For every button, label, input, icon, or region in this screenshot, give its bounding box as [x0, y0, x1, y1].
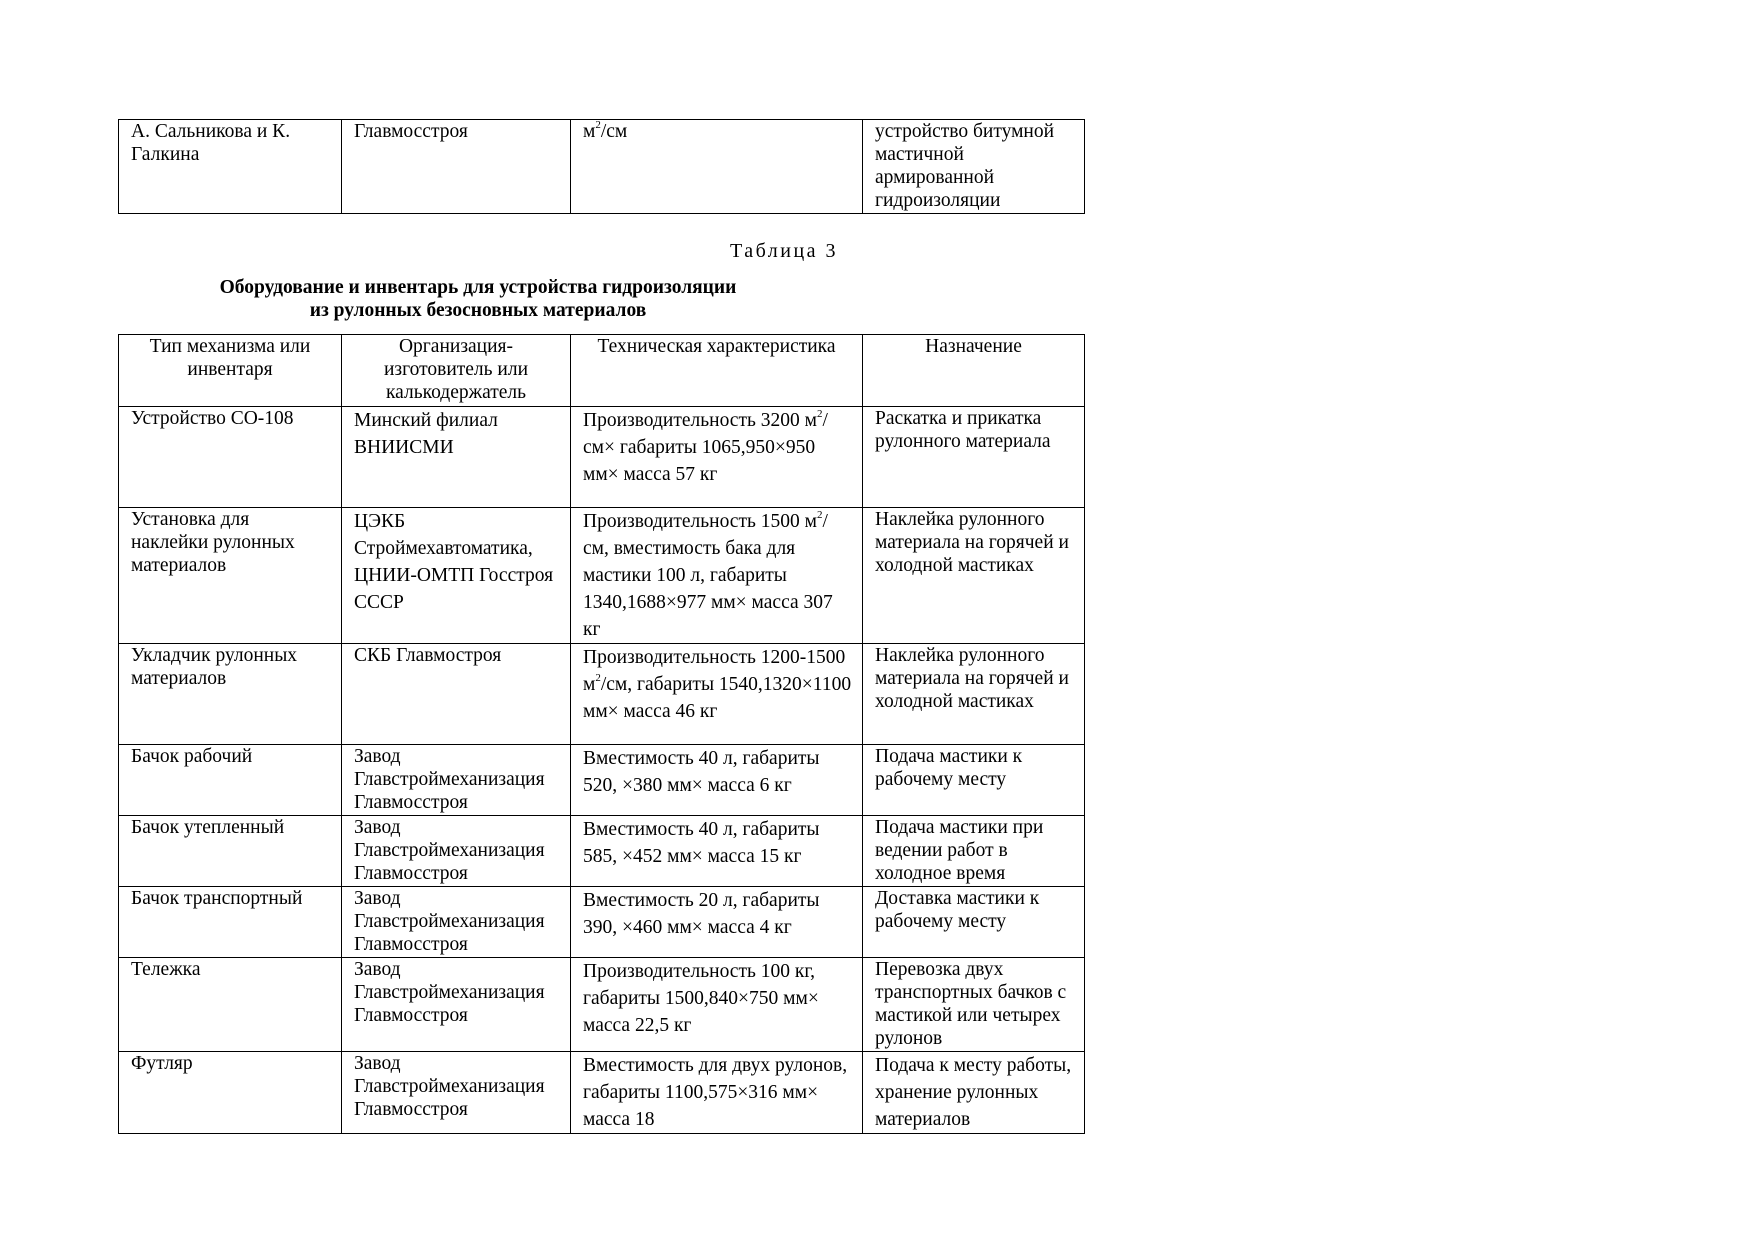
cell-spec: Производительность 3200 $м^2/см\times$ габариты 1065,950×950 мм× масса 57 кг — [571, 407, 863, 508]
cell-spec: Производительность 1500 $м^2/см$, вместимость бака для мастики 100 л, габариты 1340,1688×977 мм× масса 307 кг — [571, 508, 863, 644]
table-title-line-2: из рулонных безосновных материалов — [309, 300, 647, 321]
cell-type: Устройство СО-108 — [119, 407, 342, 508]
cell-spec: Вместимость для двух рулонов, габариты 1100,575×316 мм× масса 18 — [571, 1052, 863, 1134]
table-row — [119, 407, 1085, 508]
cell-type: Бачок транспортный — [119, 887, 342, 958]
table-number: Таблица 3 — [730, 240, 839, 262]
cell-purpose: Раскатка и прикатка рулонного материала — [863, 407, 1085, 508]
cell-org: Завод Главстроймеханизация Главмосстроя — [342, 958, 571, 1052]
header-type: Тип механизма или инвентаря — [119, 335, 342, 407]
cell-org: Завод Главстроймеханизация Главмосстроя — [342, 1052, 571, 1134]
cell-purpose: Перевозка двух транспортных бачков с мастикой или четырех рулонов — [863, 958, 1085, 1052]
cell-purpose: Подача мастики при ведении работ в холодное время — [863, 816, 1085, 887]
cell-type: Бачок утепленный — [119, 816, 342, 887]
cell-type: А. Сальникова и К. Галкина — [119, 120, 342, 214]
cell-spec: Производительность 1200-1500 $м^2/см$, габариты 1540,1320×1100 мм× масса 46 кг — [571, 644, 863, 745]
cell-org: ЦЭКБ Строймехавтоматика, ЦНИИ-ОМТП Госстроя СССР — [342, 508, 571, 644]
cell-org: СКБ Главмостроя — [342, 644, 571, 745]
cell-org: Завод Главстроймеханизация Главмосстроя — [342, 816, 571, 887]
cell-type: Установка для наклейки рулонных материалов — [119, 508, 342, 644]
table-row — [119, 644, 1085, 745]
cell-spec: Вместимость 40 л, габариты 585, ×452 мм× масса 15 кг — [571, 816, 863, 887]
header-spec: Техническая характеристика — [571, 335, 863, 407]
cell-purpose: Подача к месту работы, хранение рулонных материалов — [863, 1052, 1085, 1134]
cell-org: Минский филиал ВНИИСМИ — [342, 407, 571, 508]
cell-org: Завод Главстроймеханизация Главмосстроя — [342, 887, 571, 958]
cell-org: Главмосстроя — [342, 120, 571, 214]
cell-type: Укладчик рулонных материалов — [119, 644, 342, 745]
table-row — [119, 120, 1085, 214]
table-row — [119, 1052, 1085, 1134]
continued-table — [118, 119, 1085, 214]
header-org: Организация-изготовитель или калькодержатель — [342, 335, 571, 407]
table-header-row — [119, 335, 1085, 407]
cell-purpose: устройство битумной мастичной армированной гидроизоляции — [863, 120, 1085, 214]
table-row — [119, 887, 1085, 958]
table-row — [119, 958, 1085, 1052]
cell-spec: Производительность 100 кг, габариты 1500,840×750 мм× масса 22,5 кг — [571, 958, 863, 1052]
cell-org: Завод Главстроймеханизация Главмосстроя — [342, 745, 571, 816]
cell-spec: $м^2/см$ — [571, 120, 863, 214]
table-row — [119, 745, 1085, 816]
cell-purpose: Доставка мастики к рабочему месту — [863, 887, 1085, 958]
cell-type: Тележка — [119, 958, 342, 1052]
header-purpose: Назначение — [863, 335, 1085, 407]
cell-type: Футляр — [119, 1052, 342, 1134]
cell-spec: Вместимость 20 л, габариты 390, ×460 мм× масса 4 кг — [571, 887, 863, 958]
table-row — [119, 816, 1085, 887]
equipment-table — [118, 334, 1085, 1134]
cell-purpose: Наклейка рулонного материала на горячей и холодной мастиках — [863, 644, 1085, 745]
table-title-line-1: Оборудование и инвентарь для устройства гидроизоляции — [219, 277, 737, 298]
table-row — [119, 508, 1085, 644]
table-title — [118, 276, 838, 322]
cell-purpose: Подача мастики к рабочему месту — [863, 745, 1085, 816]
cell-spec: Вместимость 40 л, габариты 520, ×380 мм× масса 6 кг — [571, 745, 863, 816]
cell-purpose: Наклейка рулонного материала на горячей и холодной мастиках — [863, 508, 1085, 644]
cell-type: Бачок рабочий — [119, 745, 342, 816]
